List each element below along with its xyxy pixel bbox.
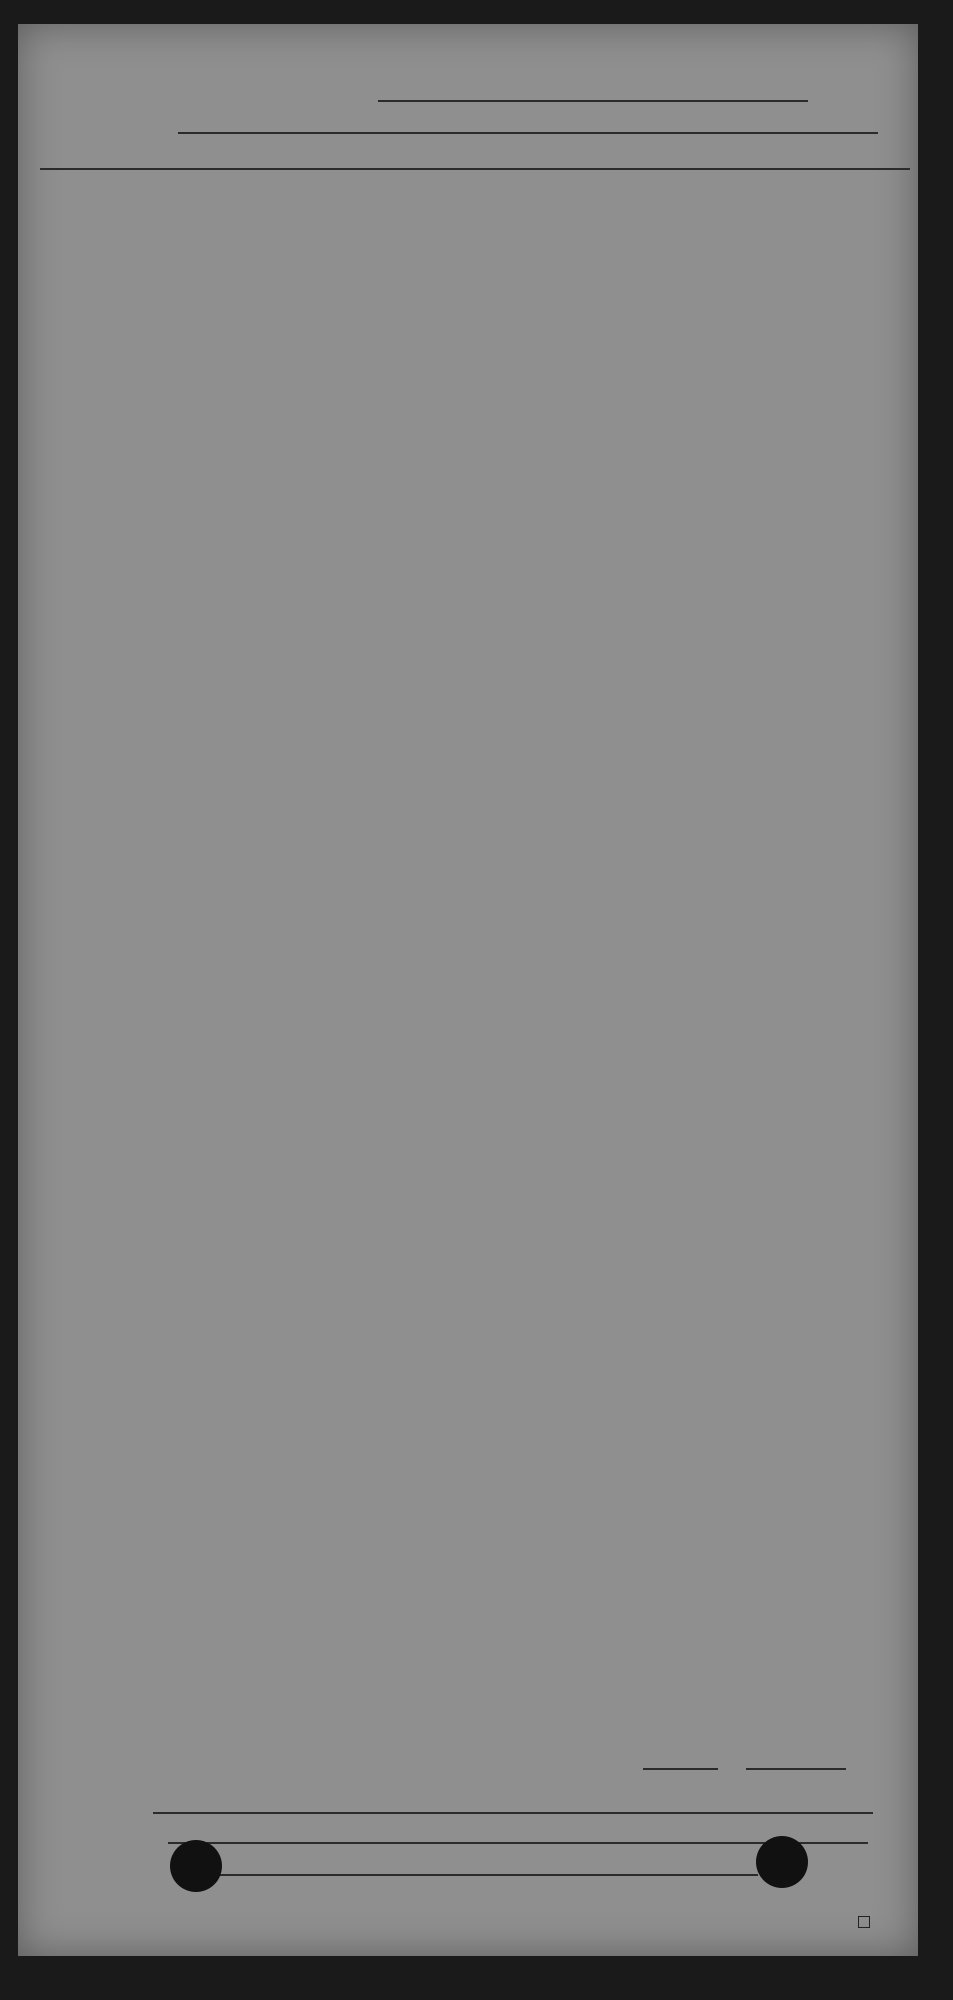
- col-tdds: [580, 990, 626, 1001]
- morning-report-form: [18, 24, 918, 1956]
- col-lvfur: [732, 990, 782, 1001]
- col-total: [262, 990, 334, 1012]
- col-atchd-other: [340, 976, 398, 987]
- binder-hole-right: [756, 1836, 808, 1888]
- col-asgd: [88, 990, 154, 1012]
- binder-hole-left: [170, 1840, 222, 1892]
- col-awol: [784, 1002, 836, 1013]
- col-sk: [630, 1002, 676, 1013]
- col-for-duty: [414, 988, 502, 999]
- corner-box-icon: [858, 1916, 870, 1928]
- col-not-for-duty: [506, 988, 572, 999]
- col-missing: [838, 990, 894, 1001]
- col-conf: [680, 1002, 730, 1013]
- col-atchd-unasgd: [176, 984, 250, 1006]
